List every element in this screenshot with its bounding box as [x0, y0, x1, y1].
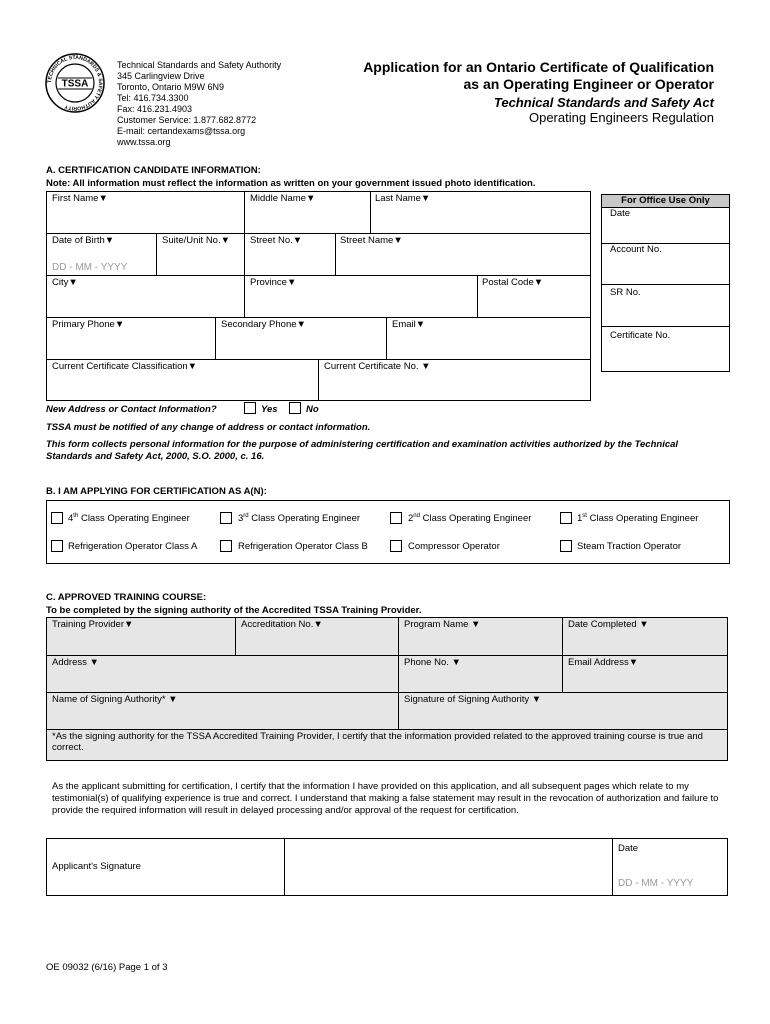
office-sr-label: SR No. — [610, 287, 641, 298]
regulation-name: Operating Engineers Regulation — [528, 110, 714, 125]
section-a-note: Note: All information must reflect the information as written on your government issued photo identification. — [46, 178, 536, 189]
section-c-subheading: To be completed by the signing authority of the Accredited TSSA Training Provider. — [46, 605, 422, 616]
street-no-label[interactable]: Street No.▼ — [250, 235, 303, 246]
applicant-signature-field[interactable] — [286, 840, 610, 894]
option-4th-class-checkbox[interactable] — [51, 512, 63, 524]
office-use-heading: For Office Use Only — [602, 195, 729, 207]
city-label[interactable]: City▼ — [52, 277, 78, 288]
option-steam-traction-label: Steam Traction Operator — [577, 541, 682, 552]
org-fax: Fax: 416.231.4903 — [117, 104, 193, 114]
signing-authority-certify-text: *As the signing authority for the TSSA Accredited Training Provider, I certify that the information provided related to the approved training course is true and correct. — [52, 731, 703, 753]
applicant-signature-label: Applicant's Signature — [52, 861, 141, 872]
street-name-label[interactable]: Street Name▼ — [340, 235, 403, 246]
office-date-label: Date — [610, 208, 631, 219]
notify-text: TSSA must be notified of any change of address or contact information. — [46, 422, 371, 433]
office-certificate-label: Certificate No. — [610, 330, 671, 341]
option-3rd-class-label: 3rd Class Operating Engineer — [238, 513, 361, 525]
training-provider-label[interactable]: Training Provider▼ — [52, 619, 134, 630]
org-contact-block — [117, 60, 281, 148]
form-id-footer: OE 09032 (6/16) Page 1 of 3 — [46, 962, 168, 973]
postal-code-label[interactable]: Postal Code▼ — [482, 277, 544, 288]
applicant-date-placeholder[interactable]: DD - MM - YYYY — [618, 878, 694, 889]
org-name: Technical Standards and Safety Authority — [117, 60, 282, 70]
org-email: E-mail: certandexams@tssa.org — [117, 126, 246, 136]
no-label: No — [306, 404, 319, 415]
date-completed-label[interactable]: Date Completed ▼ — [568, 619, 649, 630]
option-refrigeration-b-label: Refrigeration Operator Class B — [238, 541, 368, 552]
option-4th-class-label: 4th Class Operating Engineer — [68, 513, 190, 525]
provider-email-label[interactable]: Email Address▼ — [568, 657, 639, 668]
form-title: Application for an Ontario Certificate of Qualification — [363, 59, 714, 75]
org-city: Toronto, Ontario M9W 6N9 — [117, 82, 225, 92]
province-label[interactable]: Province▼ — [250, 277, 297, 288]
option-2nd-class-checkbox[interactable] — [390, 512, 402, 524]
org-customer-service: Customer Service: 1.877.682.8772 — [117, 115, 257, 125]
act-name: Technical Standards and Safety Act — [493, 95, 714, 110]
option-refrigeration-a-checkbox[interactable] — [51, 540, 63, 552]
current-classification-label[interactable]: Current Certificate Classification▼ — [52, 361, 198, 372]
org-address: 345 Carlingview Drive — [117, 71, 205, 81]
applicant-date-label: Date — [618, 843, 639, 854]
accreditation-no-label[interactable]: Accreditation No.▼ — [241, 619, 323, 630]
option-refrigeration-b-checkbox[interactable] — [220, 540, 232, 552]
program-name-label[interactable]: Program Name ▼ — [404, 619, 481, 630]
privacy-text: This form collects personal information for the purpose of administering certification and examination activities authorized by the Technical Standards and Safety Act, 2000, S.O. 2000, c. 16. — [46, 439, 679, 462]
first-name-label[interactable]: First Name▼ — [52, 193, 108, 204]
svg-text:TECHNICAL STANDARDS & SAFETY A: TECHNICAL STANDARDS & SAFETY AUTHORITY — [46, 54, 104, 112]
certification-options-box — [46, 500, 730, 564]
applicant-certify-text: As the applicant submitting for certification, I certify that the information I have provided on this application, and all subsequent pages which relate to my testimonial(s) of qualifying experience is true and correct. I understand that making a false statement may result in the revocation of authorization and failure to provide the required information will result in delayed processing and/or approval of the request for certification. — [52, 781, 719, 816]
primary-phone-label[interactable]: Primary Phone▼ — [52, 319, 125, 330]
email-label[interactable]: Email▼ — [392, 319, 426, 330]
current-cert-no-label[interactable]: Current Certificate No. ▼ — [324, 361, 431, 372]
section-c-heading: C. APPROVED TRAINING COURSE: — [46, 592, 207, 603]
suite-unit-label[interactable]: Suite/Unit No.▼ — [162, 235, 231, 246]
section-a-heading: A. CERTIFICATION CANDIDATE INFORMATION: — [46, 165, 261, 176]
signing-authority-signature-label[interactable]: Signature of Signing Authority ▼ — [404, 694, 542, 705]
secondary-phone-label[interactable]: Secondary Phone▼ — [221, 319, 306, 330]
dob-placeholder[interactable]: DD - MM - YYYY — [52, 262, 128, 273]
yes-label: Yes — [261, 404, 278, 415]
svg-text:TSSA: TSSA — [61, 78, 89, 90]
option-steam-traction-checkbox[interactable] — [560, 540, 572, 552]
new-address-yes-checkbox[interactable] — [244, 402, 256, 414]
option-3rd-class-checkbox[interactable] — [220, 512, 232, 524]
option-1st-class-checkbox[interactable] — [560, 512, 572, 524]
new-address-no-checkbox[interactable] — [289, 402, 301, 414]
middle-name-label[interactable]: Middle Name▼ — [250, 193, 316, 204]
new-address-question: New Address or Contact Information? — [46, 404, 217, 415]
last-name-label[interactable]: Last Name▼ — [375, 193, 431, 204]
date-of-birth-label[interactable]: Date of Birth▼ — [52, 235, 115, 246]
section-b-heading: B. I AM APPLYING FOR CERTIFICATION AS A(N): — [46, 486, 267, 497]
org-website: www.tssa.org — [117, 137, 171, 147]
org-tel: Tel: 416.734.3300 — [117, 93, 189, 103]
signing-authority-name-label[interactable]: Name of Signing Authority* ▼ — [52, 694, 178, 705]
office-account-label: Account No. — [610, 244, 662, 255]
option-refrigeration-a-label: Refrigeration Operator Class A — [68, 541, 198, 552]
tssa-logo — [44, 52, 106, 114]
option-2nd-class-label: 2nd Class Operating Engineer — [408, 513, 532, 525]
provider-address-label[interactable]: Address ▼ — [52, 657, 99, 668]
option-1st-class-label: 1st Class Operating Engineer — [577, 513, 699, 525]
form-title-line2: as an Operating Engineer or Operator — [463, 76, 714, 92]
option-compressor-label: Compressor Operator — [408, 541, 500, 552]
provider-phone-label[interactable]: Phone No. ▼ — [404, 657, 461, 668]
office-use-box — [601, 194, 730, 372]
option-compressor-checkbox[interactable] — [390, 540, 402, 552]
